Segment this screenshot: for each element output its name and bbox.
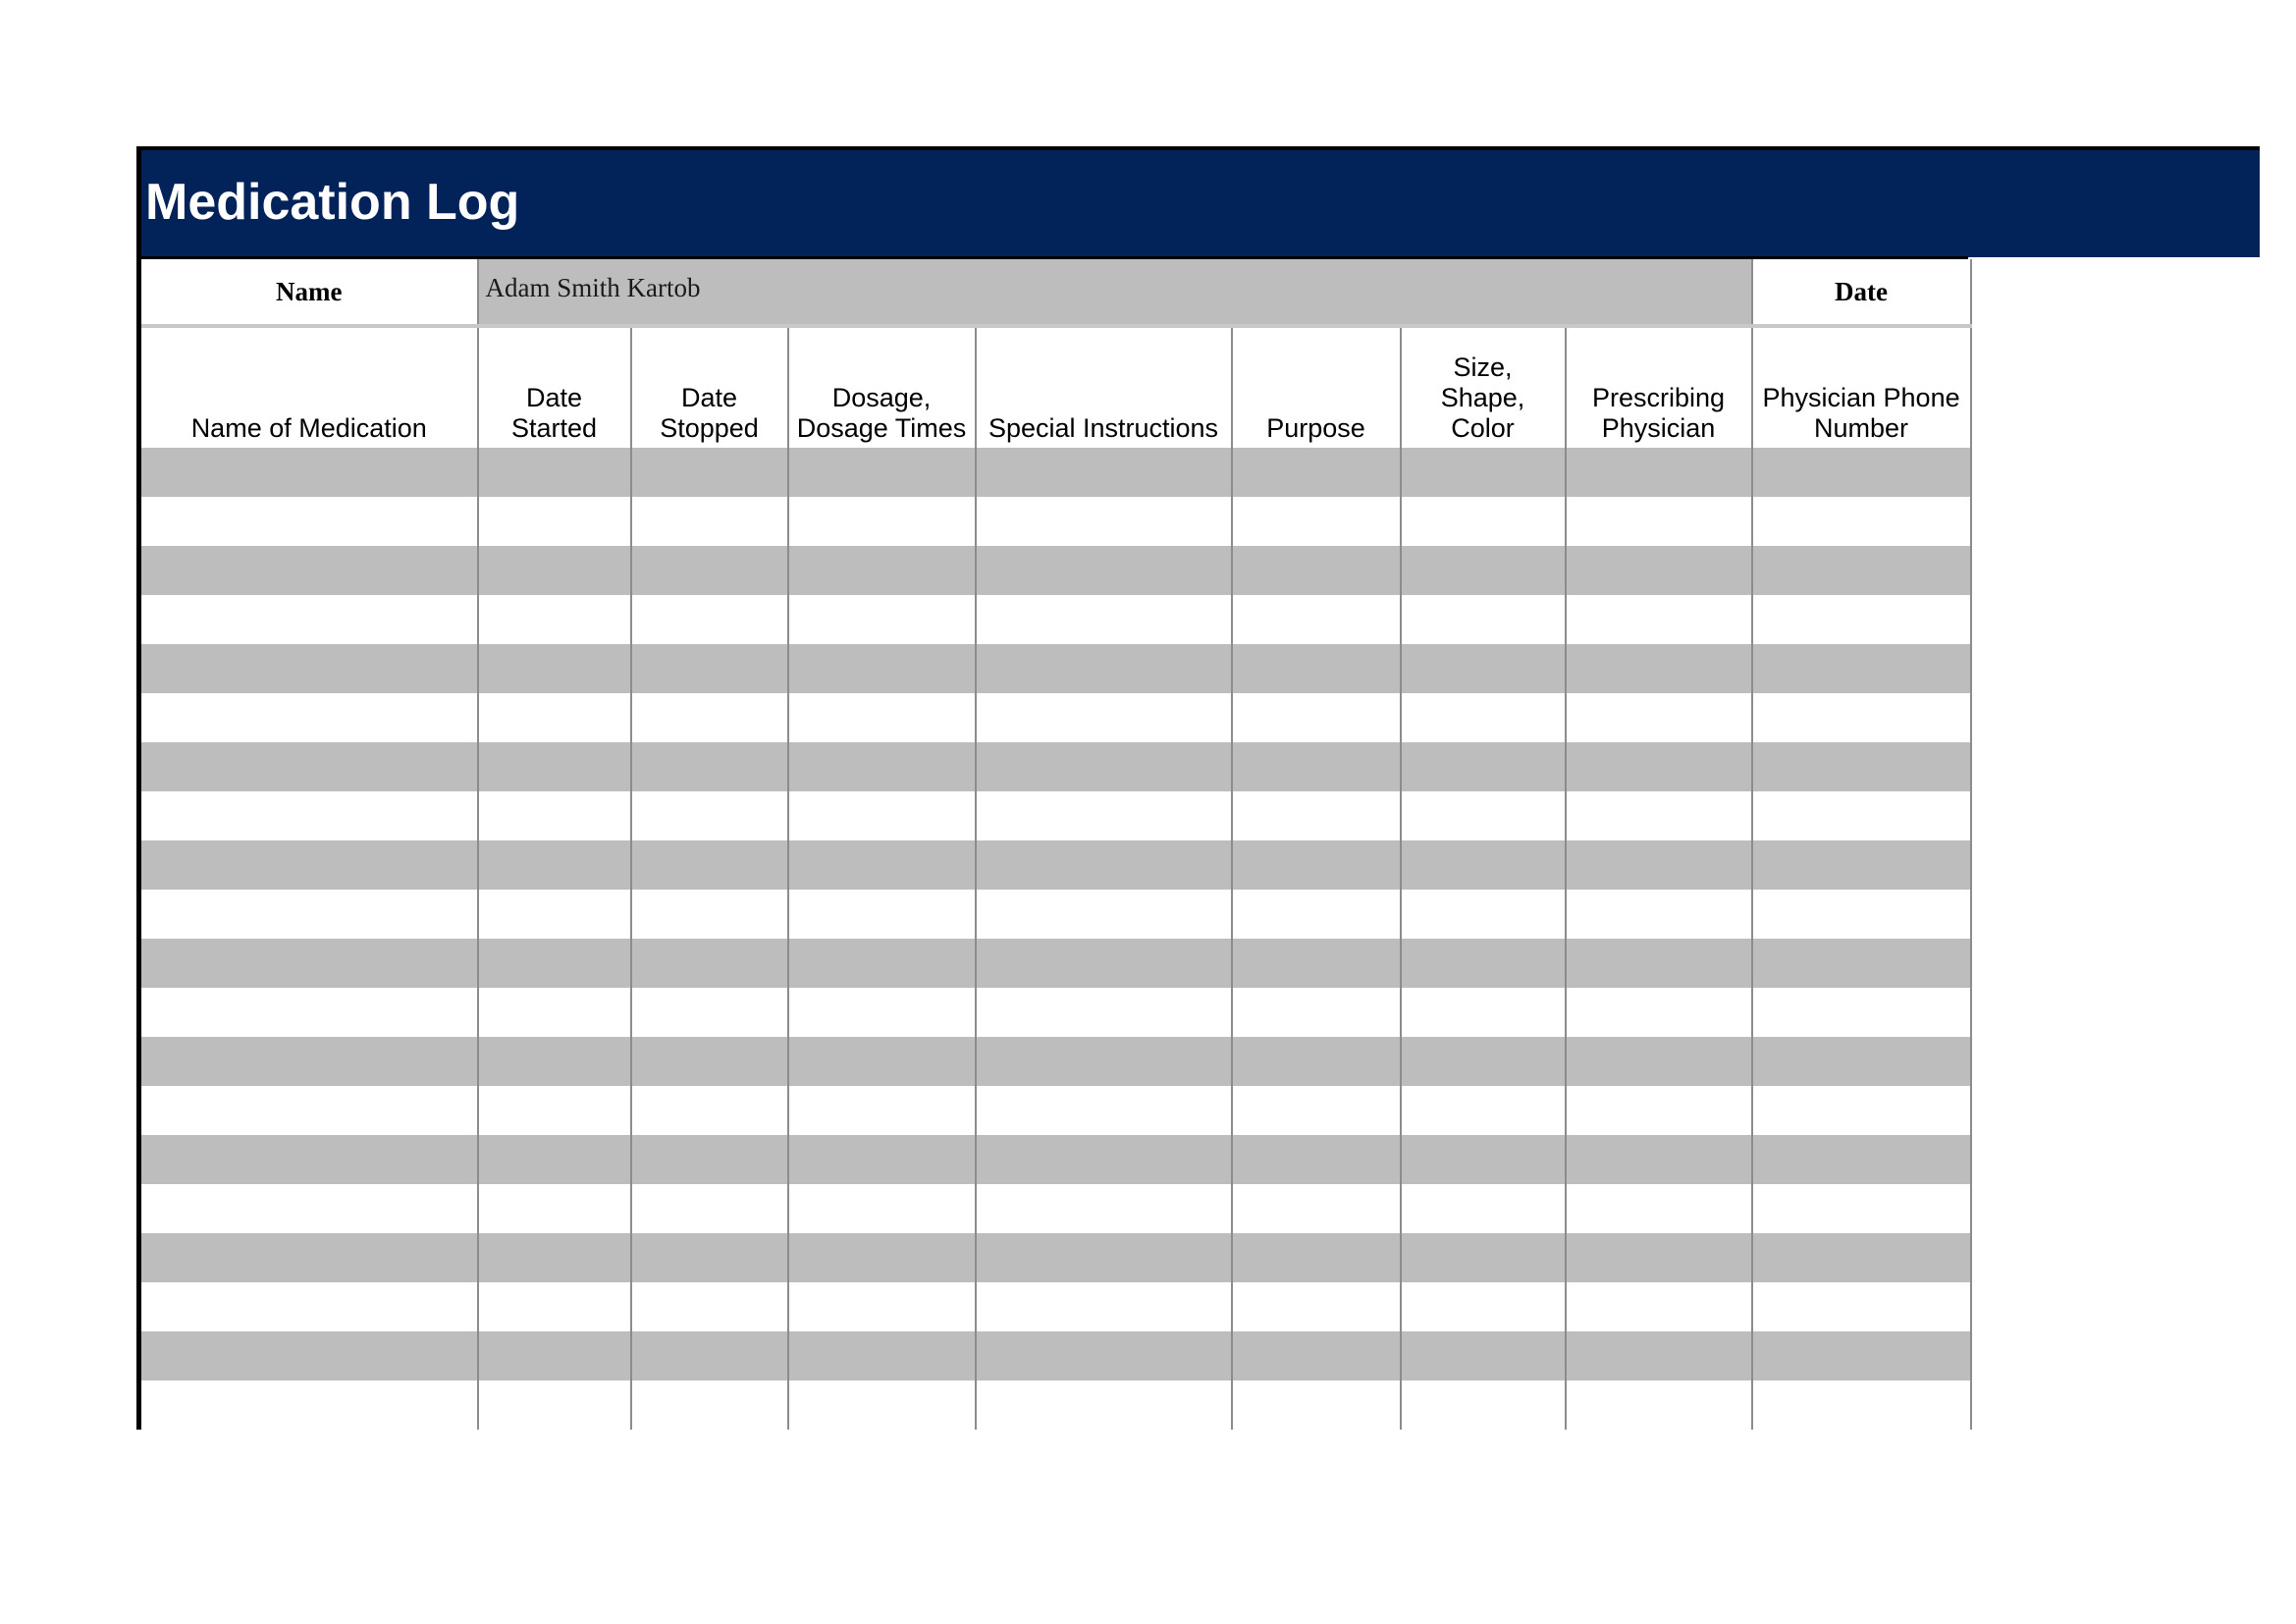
table-cell[interactable] bbox=[1401, 890, 1566, 939]
table-row bbox=[139, 595, 1971, 644]
table-cell[interactable] bbox=[478, 497, 631, 546]
table-cell[interactable] bbox=[1752, 546, 1971, 595]
table-cell[interactable] bbox=[631, 497, 788, 546]
table-cell[interactable] bbox=[1566, 1184, 1752, 1233]
table-cell[interactable] bbox=[1566, 497, 1752, 546]
table-cell[interactable] bbox=[1752, 644, 1971, 693]
column-header-label: Date Started bbox=[510, 383, 598, 443]
table-cell[interactable] bbox=[139, 448, 478, 497]
table-row bbox=[139, 840, 1971, 890]
table-cell[interactable] bbox=[631, 595, 788, 644]
table-cell[interactable] bbox=[976, 546, 1232, 595]
table-cell[interactable] bbox=[788, 693, 976, 742]
table-row bbox=[139, 1135, 1971, 1184]
table-cell[interactable] bbox=[1752, 1380, 1971, 1430]
table-cell[interactable] bbox=[1401, 742, 1566, 791]
table-row bbox=[139, 1380, 1971, 1430]
table-cell[interactable] bbox=[1232, 448, 1401, 497]
table-cell[interactable] bbox=[631, 644, 788, 693]
table-cell[interactable] bbox=[1566, 595, 1752, 644]
column-header bbox=[1232, 326, 1401, 448]
table-cell[interactable] bbox=[1401, 1184, 1566, 1233]
table-cell[interactable] bbox=[139, 1380, 478, 1430]
table-cell[interactable] bbox=[976, 988, 1232, 1037]
column-header-label: Purpose bbox=[1266, 413, 1365, 443]
table-cell[interactable] bbox=[1401, 939, 1566, 988]
table-cell[interactable] bbox=[1232, 1037, 1401, 1086]
table-cell[interactable] bbox=[139, 1037, 478, 1086]
table-cell[interactable] bbox=[478, 546, 631, 595]
table-cell[interactable] bbox=[976, 1086, 1232, 1135]
table-cell[interactable] bbox=[976, 890, 1232, 939]
table-row bbox=[139, 497, 1971, 546]
patient-name-row bbox=[139, 259, 1971, 326]
table-cell[interactable] bbox=[1752, 693, 1971, 742]
table-cell[interactable] bbox=[1401, 1135, 1566, 1184]
table-cell[interactable] bbox=[1401, 644, 1566, 693]
table-cell[interactable] bbox=[788, 546, 976, 595]
table-cell[interactable] bbox=[1566, 840, 1752, 890]
table-cell[interactable] bbox=[976, 1331, 1232, 1380]
table-cell[interactable] bbox=[1566, 644, 1752, 693]
table-cell[interactable] bbox=[478, 595, 631, 644]
table-cell[interactable] bbox=[1752, 742, 1971, 791]
table-cell[interactable] bbox=[478, 1135, 631, 1184]
table-cell[interactable] bbox=[1566, 1086, 1752, 1135]
table-cell[interactable] bbox=[1566, 890, 1752, 939]
table-cell[interactable] bbox=[1232, 595, 1401, 644]
table-cell[interactable] bbox=[1752, 1331, 1971, 1380]
table-cell[interactable] bbox=[1401, 1086, 1566, 1135]
table-cell[interactable] bbox=[1752, 890, 1971, 939]
table-cell[interactable] bbox=[631, 939, 788, 988]
column-header-label: Physician Phone Number bbox=[1762, 383, 1960, 443]
table-row bbox=[139, 1331, 1971, 1380]
table-cell[interactable] bbox=[788, 595, 976, 644]
table-cell[interactable] bbox=[788, 644, 976, 693]
column-header-label: Size, Shape, Color bbox=[1440, 352, 1525, 443]
table-cell[interactable] bbox=[1566, 1282, 1752, 1331]
table-cell[interactable] bbox=[631, 1331, 788, 1380]
table-cell[interactable] bbox=[1752, 1135, 1971, 1184]
column-header-label: Prescribing Physician bbox=[1591, 383, 1726, 443]
table-cell[interactable] bbox=[1566, 939, 1752, 988]
table-cell[interactable] bbox=[478, 448, 631, 497]
table-cell[interactable] bbox=[478, 693, 631, 742]
table-cell[interactable] bbox=[788, 448, 976, 497]
table-cell[interactable] bbox=[976, 644, 1232, 693]
column-header-label: Date Stopped bbox=[660, 383, 759, 443]
table-cell[interactable] bbox=[788, 1135, 976, 1184]
table-cell[interactable] bbox=[478, 988, 631, 1037]
table-cell[interactable] bbox=[788, 742, 976, 791]
table-cell[interactable] bbox=[478, 840, 631, 890]
table-cell[interactable] bbox=[976, 1380, 1232, 1430]
table-cell[interactable] bbox=[478, 1282, 631, 1331]
table-cell[interactable] bbox=[788, 939, 976, 988]
table-cell[interactable] bbox=[139, 840, 478, 890]
table-cell[interactable] bbox=[478, 939, 631, 988]
table-cell[interactable] bbox=[1232, 742, 1401, 791]
table-cell[interactable] bbox=[1401, 1331, 1566, 1380]
medication-log-table bbox=[136, 259, 1972, 1430]
column-header bbox=[139, 326, 478, 448]
table-cell[interactable] bbox=[631, 840, 788, 890]
table-cell[interactable] bbox=[1752, 939, 1971, 988]
table-cell[interactable] bbox=[1752, 1086, 1971, 1135]
table-cell[interactable] bbox=[1566, 1331, 1752, 1380]
column-header bbox=[631, 326, 788, 448]
table-cell[interactable] bbox=[631, 1135, 788, 1184]
table-cell[interactable] bbox=[1401, 791, 1566, 840]
table-cell[interactable] bbox=[1752, 1282, 1971, 1331]
column-header-row bbox=[139, 326, 1971, 448]
column-header bbox=[478, 326, 631, 448]
table-cell[interactable] bbox=[1232, 546, 1401, 595]
table-cell[interactable] bbox=[139, 1282, 478, 1331]
table-cell[interactable] bbox=[139, 791, 478, 840]
column-header bbox=[1752, 326, 1971, 448]
table-cell[interactable] bbox=[1232, 497, 1401, 546]
table-cell[interactable] bbox=[1232, 939, 1401, 988]
table-cell[interactable] bbox=[631, 1037, 788, 1086]
table-row bbox=[139, 988, 1971, 1037]
table-cell[interactable] bbox=[1232, 1282, 1401, 1331]
table-cell[interactable] bbox=[1566, 693, 1752, 742]
table-cell[interactable] bbox=[788, 497, 976, 546]
table-cell[interactable] bbox=[788, 1086, 976, 1135]
table-cell[interactable] bbox=[631, 988, 788, 1037]
table-cell[interactable] bbox=[1401, 1037, 1566, 1086]
table-cell[interactable] bbox=[139, 546, 478, 595]
table-cell[interactable] bbox=[1401, 595, 1566, 644]
table-row bbox=[139, 1086, 1971, 1135]
table-cell[interactable] bbox=[1232, 1184, 1401, 1233]
table-cell[interactable] bbox=[1752, 448, 1971, 497]
table-cell[interactable] bbox=[1232, 988, 1401, 1037]
table-cell[interactable] bbox=[478, 791, 631, 840]
table-cell[interactable] bbox=[478, 1086, 631, 1135]
table-cell[interactable] bbox=[788, 1282, 976, 1331]
table-cell[interactable] bbox=[1232, 1331, 1401, 1380]
table-cell[interactable] bbox=[1232, 1380, 1401, 1430]
table-row bbox=[139, 644, 1971, 693]
table-cell[interactable] bbox=[478, 644, 631, 693]
column-header bbox=[1401, 326, 1566, 448]
table-cell[interactable] bbox=[478, 1331, 631, 1380]
table-cell[interactable] bbox=[1401, 840, 1566, 890]
table-cell[interactable] bbox=[788, 791, 976, 840]
table-cell[interactable] bbox=[1401, 1233, 1566, 1282]
table-cell[interactable] bbox=[139, 693, 478, 742]
table-cell[interactable] bbox=[1566, 791, 1752, 840]
table-cell[interactable] bbox=[1232, 1233, 1401, 1282]
table-cell[interactable] bbox=[631, 1282, 788, 1331]
table-cell[interactable] bbox=[788, 988, 976, 1037]
table-cell[interactable] bbox=[1566, 546, 1752, 595]
table-cell[interactable] bbox=[478, 1233, 631, 1282]
table-cell[interactable] bbox=[478, 1380, 631, 1430]
table-cell[interactable] bbox=[788, 1331, 976, 1380]
table-cell[interactable] bbox=[976, 1282, 1232, 1331]
table-row bbox=[139, 1282, 1971, 1331]
table-cell[interactable] bbox=[631, 693, 788, 742]
table-cell[interactable] bbox=[1401, 1380, 1566, 1430]
table-cell[interactable] bbox=[976, 497, 1232, 546]
table-cell[interactable] bbox=[788, 1380, 976, 1430]
table-cell[interactable] bbox=[139, 1331, 478, 1380]
table-cell[interactable] bbox=[1232, 890, 1401, 939]
table-cell[interactable] bbox=[1752, 1184, 1971, 1233]
table-cell[interactable] bbox=[1752, 988, 1971, 1037]
table-row bbox=[139, 1184, 1971, 1233]
table-cell[interactable] bbox=[1752, 1233, 1971, 1282]
patient-name-field[interactable]: Adam Smith Kartob bbox=[478, 259, 1752, 326]
table-cell[interactable] bbox=[1566, 1037, 1752, 1086]
table-cell[interactable] bbox=[1232, 1135, 1401, 1184]
table-cell[interactable] bbox=[631, 448, 788, 497]
table-row bbox=[139, 448, 1971, 497]
table-cell[interactable] bbox=[1566, 1135, 1752, 1184]
column-header-label: Name of Medication bbox=[190, 413, 427, 443]
table-cell[interactable] bbox=[1401, 1282, 1566, 1331]
table-cell[interactable] bbox=[1566, 988, 1752, 1037]
column-header bbox=[788, 326, 976, 448]
table-cell[interactable] bbox=[139, 988, 478, 1037]
table-cell[interactable] bbox=[139, 1135, 478, 1184]
table-cell[interactable] bbox=[139, 890, 478, 939]
table-cell[interactable] bbox=[1232, 840, 1401, 890]
table-cell[interactable] bbox=[976, 1233, 1232, 1282]
column-header-label: Special Instructions bbox=[988, 413, 1219, 443]
table-cell[interactable] bbox=[139, 497, 478, 546]
table-row bbox=[139, 546, 1971, 595]
table-cell[interactable] bbox=[976, 1037, 1232, 1086]
table-cell[interactable] bbox=[788, 1037, 976, 1086]
table-cell[interactable] bbox=[788, 890, 976, 939]
table-cell[interactable] bbox=[976, 1184, 1232, 1233]
name-label: Name bbox=[139, 259, 478, 326]
table-cell[interactable] bbox=[1232, 644, 1401, 693]
table-cell[interactable] bbox=[976, 595, 1232, 644]
page-title: Medication Log bbox=[145, 174, 520, 231]
table-cell[interactable] bbox=[1401, 546, 1566, 595]
table-cell[interactable] bbox=[631, 890, 788, 939]
table-row bbox=[139, 742, 1971, 791]
table-cell[interactable] bbox=[631, 546, 788, 595]
table-cell[interactable] bbox=[1232, 693, 1401, 742]
table-cell[interactable] bbox=[1752, 840, 1971, 890]
table-cell[interactable] bbox=[1566, 742, 1752, 791]
title-band-left-border bbox=[136, 146, 141, 257]
table-cell[interactable] bbox=[631, 1086, 788, 1135]
table-cell[interactable] bbox=[478, 1184, 631, 1233]
table-row bbox=[139, 1037, 1971, 1086]
table-cell[interactable] bbox=[139, 644, 478, 693]
table-cell[interactable] bbox=[1566, 1233, 1752, 1282]
date-label: Date bbox=[1752, 259, 1971, 326]
table-cell[interactable] bbox=[1401, 448, 1566, 497]
table-cell[interactable] bbox=[478, 1037, 631, 1086]
table-cell[interactable] bbox=[1401, 497, 1566, 546]
table-cell[interactable] bbox=[631, 791, 788, 840]
table-cell[interactable] bbox=[139, 939, 478, 988]
table-cell[interactable] bbox=[1401, 693, 1566, 742]
table-row bbox=[139, 693, 1971, 742]
column-header bbox=[1566, 326, 1752, 448]
table-cell[interactable] bbox=[976, 448, 1232, 497]
table-cell[interactable] bbox=[478, 890, 631, 939]
table-row bbox=[139, 939, 1971, 988]
table-cell[interactable] bbox=[1752, 595, 1971, 644]
table-cell[interactable] bbox=[1752, 791, 1971, 840]
table-cell[interactable] bbox=[139, 595, 478, 644]
table-cell[interactable] bbox=[976, 1135, 1232, 1184]
table-cell[interactable] bbox=[976, 693, 1232, 742]
table-cell[interactable] bbox=[1566, 448, 1752, 497]
table-row bbox=[139, 1233, 1971, 1282]
table-cell[interactable] bbox=[139, 742, 478, 791]
table-cell[interactable] bbox=[1232, 1086, 1401, 1135]
table-cell[interactable] bbox=[976, 939, 1232, 988]
table-cell[interactable] bbox=[1752, 1037, 1971, 1086]
table-cell[interactable] bbox=[1752, 497, 1971, 546]
table-cell[interactable] bbox=[139, 1184, 478, 1233]
table-row bbox=[139, 890, 1971, 939]
table-cell[interactable] bbox=[976, 840, 1232, 890]
column-header-label: Dosage, Dosage Times bbox=[796, 383, 967, 443]
table-cell[interactable] bbox=[788, 1233, 976, 1282]
table-cell[interactable] bbox=[788, 1184, 976, 1233]
table-cell[interactable] bbox=[631, 742, 788, 791]
table-cell[interactable] bbox=[788, 840, 976, 890]
table-cell[interactable] bbox=[631, 1380, 788, 1430]
table-cell[interactable] bbox=[631, 1184, 788, 1233]
table-cell[interactable] bbox=[976, 791, 1232, 840]
table-cell[interactable] bbox=[631, 1233, 788, 1282]
table-cell[interactable] bbox=[1566, 1380, 1752, 1430]
table-row bbox=[139, 791, 1971, 840]
table-cell[interactable] bbox=[139, 1233, 478, 1282]
table-cell[interactable] bbox=[1401, 988, 1566, 1037]
column-header bbox=[976, 326, 1232, 448]
table-cell[interactable] bbox=[478, 742, 631, 791]
table-cell[interactable] bbox=[1232, 791, 1401, 840]
table-cell[interactable] bbox=[139, 1086, 478, 1135]
table-cell[interactable] bbox=[976, 742, 1232, 791]
